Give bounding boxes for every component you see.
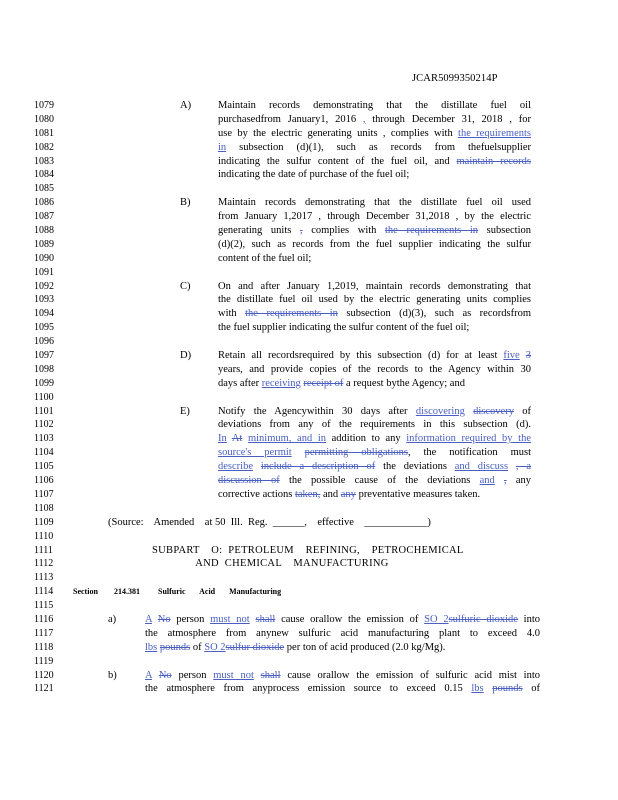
line-text: years, and provide copies of the records to the Agency within 30 bbox=[218, 363, 531, 375]
line-number: 1107 bbox=[34, 488, 54, 500]
document-line bbox=[0, 210, 618, 224]
line-number: 1096 bbox=[34, 336, 54, 348]
line-text: Maintain records demonstrating that the distillate fuel oil bbox=[218, 100, 531, 111]
line-number: 1101 bbox=[34, 405, 54, 417]
line-number: 1090 bbox=[34, 252, 54, 264]
line-number: 1095 bbox=[34, 322, 54, 334]
document-line bbox=[0, 377, 618, 391]
line-text: Maintain records demonstrating that the distillate fuel oil used bbox=[218, 197, 531, 209]
document-line bbox=[0, 474, 618, 488]
document-line bbox=[0, 307, 618, 321]
line-number: 1105 bbox=[34, 461, 54, 473]
line-number: 1119 bbox=[34, 655, 54, 667]
line-text: content of the fuel oil; bbox=[218, 252, 312, 264]
document-line bbox=[0, 182, 618, 196]
document-line bbox=[0, 224, 618, 238]
item-label: A) bbox=[180, 100, 192, 111]
line-number: 1118 bbox=[34, 641, 54, 653]
document-line bbox=[0, 418, 618, 432]
line-number: 1103 bbox=[34, 433, 54, 445]
line-number: 1115 bbox=[34, 600, 54, 612]
document-line bbox=[0, 641, 618, 655]
document-line bbox=[0, 682, 618, 696]
subpart-heading: AND CHEMICAL MANUFACTURING bbox=[152, 558, 389, 570]
document-line bbox=[0, 585, 618, 599]
line-number: 1114 bbox=[34, 586, 54, 598]
item-label: B) bbox=[180, 197, 191, 209]
line-text: purchasedfrom January1, 2016 , through December 31, 2018 , for bbox=[218, 113, 531, 125]
line-number: 1092 bbox=[34, 280, 54, 292]
subpart-heading: SUBPART O: PETROLEUM REFINING, PETROCHEMICAL bbox=[152, 544, 464, 556]
document-line bbox=[0, 280, 618, 294]
line-text: discussion of the possible cause of the deviations and , any bbox=[218, 475, 532, 487]
line-number: 1112 bbox=[34, 558, 54, 570]
line-number: 1110 bbox=[34, 530, 54, 542]
document-line bbox=[0, 544, 618, 558]
line-text: with the requirements in subsection (d)(3), such as recordsfrom bbox=[218, 308, 531, 320]
line-number: 1083 bbox=[34, 155, 54, 167]
line-text: the distillate fuel oil used by the electric generating units complies bbox=[218, 294, 531, 306]
line-number: 1108 bbox=[34, 502, 54, 514]
line-number: 1085 bbox=[34, 183, 54, 195]
line-text: corrective actions taken, and any preventative measures taken. bbox=[218, 488, 481, 500]
document-line bbox=[0, 238, 618, 252]
section-title: Sulfuric Acid Manufacturing bbox=[158, 587, 282, 597]
document-line bbox=[0, 627, 618, 641]
line-text: A No person must not shall cause orallow the emission of sulfuric acid mist into bbox=[145, 669, 540, 681]
document-line bbox=[0, 196, 618, 210]
line-text: source's permit permitting obligations, the notification must bbox=[218, 447, 531, 459]
line-number: 1084 bbox=[34, 169, 54, 181]
document-line bbox=[0, 557, 618, 571]
line-text: days after receiving receipt of a request bythe Agency; and bbox=[218, 377, 465, 389]
line-number: 1116 bbox=[34, 613, 54, 625]
document-line bbox=[0, 432, 618, 446]
section-number: 214.381 bbox=[114, 587, 140, 597]
document-line bbox=[0, 335, 618, 349]
line-number: 1104 bbox=[34, 447, 54, 459]
document-line bbox=[0, 571, 618, 585]
document-line bbox=[0, 530, 618, 544]
line-text: A No person must not shall cause orallow the emission of SO 2sulfuric dioxide into bbox=[145, 613, 541, 625]
line-number: 1089 bbox=[34, 238, 54, 250]
document-line bbox=[0, 113, 618, 127]
document-line bbox=[0, 391, 618, 405]
document-line bbox=[0, 293, 618, 307]
document-line bbox=[0, 516, 618, 530]
line-number: 1086 bbox=[34, 197, 54, 209]
line-number: 1082 bbox=[34, 141, 54, 153]
document-line bbox=[0, 488, 618, 502]
line-text: from January 1,2017 , through December 31,2018 , by the electric bbox=[218, 211, 531, 223]
document-line bbox=[0, 266, 618, 280]
document-line bbox=[0, 349, 618, 363]
document-line bbox=[0, 141, 618, 155]
section-label: Section bbox=[73, 587, 98, 597]
line-number: 1120 bbox=[34, 669, 54, 681]
line-number: 1093 bbox=[34, 294, 54, 306]
line-text: use by the electric generating units , complies with the requirements bbox=[218, 127, 531, 139]
item-label: E) bbox=[180, 405, 190, 417]
line-number: 1121 bbox=[34, 683, 54, 695]
item-label: a) bbox=[108, 613, 117, 625]
line-text: Notify the Agencywithin 30 days after discovering discovery of bbox=[218, 405, 532, 417]
line-number: 1109 bbox=[34, 516, 54, 528]
line-number: 1098 bbox=[34, 363, 54, 375]
item-label: b) bbox=[108, 669, 117, 681]
line-number: 1088 bbox=[34, 225, 54, 237]
line-text: indicating the sulfur content of the fuel oil, and maintain records bbox=[218, 155, 531, 167]
line-text: Retain all recordsrequired by this subsection (d) for at least five 3 bbox=[218, 350, 531, 362]
line-text: lbs pounds of SO 2sulfur dioxide per ton of acid produced (2.0 kg/Mg). bbox=[145, 641, 446, 653]
line-text: On and after January 1,2019, maintain records demonstrating that bbox=[218, 280, 531, 292]
line-number: 1091 bbox=[34, 266, 54, 278]
line-text: (d)(2), such as records from the fuel supplier indicating the sulfur bbox=[218, 238, 531, 250]
line-number: 1099 bbox=[34, 377, 54, 389]
document-line bbox=[0, 99, 618, 113]
line-text: the atmosphere from anyprocess emission source to exceed 0.15 lbs pounds of bbox=[145, 683, 541, 695]
document-line bbox=[0, 446, 618, 460]
source-note: (Source: Amended at 50 Ill. Reg. ______, effective ____________) bbox=[108, 516, 431, 528]
line-number: 1113 bbox=[34, 572, 54, 584]
line-text: in subsection (d)(1), such as records from thefuelsupplier bbox=[218, 141, 531, 153]
document-line bbox=[0, 655, 618, 669]
document-line bbox=[0, 155, 618, 169]
line-number: 1106 bbox=[34, 475, 54, 487]
document-body bbox=[0, 99, 618, 696]
line-text: the atmosphere from anynew sulfuric acid manufacturing plant to exceed 4.0 bbox=[145, 627, 540, 639]
document-line bbox=[0, 252, 618, 266]
line-number: 1094 bbox=[34, 308, 54, 320]
line-number: 1111 bbox=[34, 544, 53, 556]
document-line bbox=[0, 502, 618, 516]
document-line bbox=[0, 321, 618, 335]
line-number: 1100 bbox=[34, 391, 54, 403]
line-text: the fuel supplier indicating the sulfur content of the fuel oil; bbox=[218, 322, 470, 334]
document-line bbox=[0, 669, 618, 683]
line-text: In At minimum, and in addition to any information required by the bbox=[218, 433, 532, 445]
line-text: deviations from any of the requirements in this subsection (d). bbox=[218, 419, 531, 431]
document-line bbox=[0, 127, 618, 141]
line-number: 1097 bbox=[34, 350, 54, 362]
document-line bbox=[0, 405, 618, 419]
line-number: 1080 bbox=[34, 113, 54, 125]
line-text: generating units , complies with the requirements in subsection bbox=[218, 225, 532, 237]
document-line bbox=[0, 363, 618, 377]
line-number: 1087 bbox=[34, 211, 54, 223]
line-number: 1102 bbox=[34, 419, 54, 431]
document-id: JCAR5099350214P bbox=[412, 73, 498, 84]
line-number: 1117 bbox=[34, 627, 54, 639]
line-number: 1081 bbox=[34, 127, 54, 139]
line-text: indicating the date of purchase of the fuel oil; bbox=[218, 169, 410, 181]
line-text: describe include a description of the deviations and discuss , a bbox=[218, 461, 532, 473]
document-line bbox=[0, 168, 618, 182]
item-label: C) bbox=[180, 280, 191, 292]
item-label: D) bbox=[180, 350, 192, 362]
document-line bbox=[0, 460, 618, 474]
document-line bbox=[0, 599, 618, 613]
document-line bbox=[0, 613, 618, 627]
line-number: 1079 bbox=[34, 100, 54, 111]
